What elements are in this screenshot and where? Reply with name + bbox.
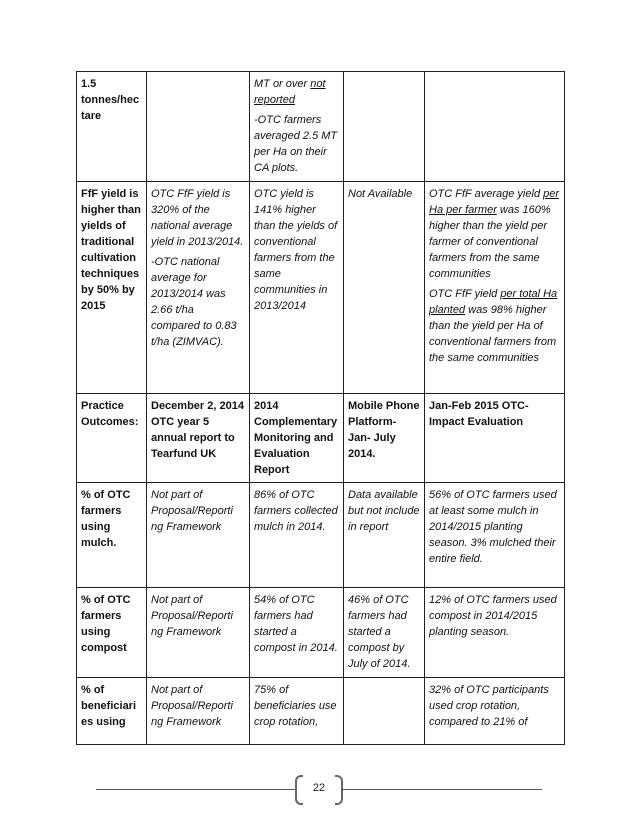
row-header-cell: [77, 394, 147, 483]
cell-text: 1.5 tonnes/hec tare: [81, 78, 140, 122]
cell-paragraph: [81, 398, 142, 430]
cell-text: % of beneficiari es using: [81, 684, 137, 728]
cell-paragraph: [151, 398, 245, 462]
table-cell: [250, 182, 344, 394]
underlined-text: not reported: [254, 78, 326, 106]
underlined-text: per total Ha planted: [429, 288, 558, 316]
cell-text: FfF yield is higher than yields of traditional cultivation techniques by 50% by 2015: [81, 188, 141, 312]
table-cell: [425, 72, 565, 182]
table-cell: [147, 394, 250, 483]
cell-text: was 160% higher than the yield per farmer of conventional farmers from the same communities: [429, 204, 551, 280]
table-cell: [425, 394, 565, 483]
row-header-cell: [77, 72, 147, 182]
cell-text: Jan-Feb 2015 OTC- Impact Evaluation: [429, 400, 529, 428]
cell-text: -OTC farmers averaged 2.5 MT per Ha on their CA plots.: [254, 114, 338, 174]
cell-paragraph: [81, 487, 142, 551]
cell-paragraph: [429, 487, 560, 567]
table-cell: [425, 182, 565, 394]
table-cell: [147, 182, 250, 394]
table-cell: [425, 588, 565, 678]
table-cell: [147, 483, 250, 588]
underlined-text: per Ha per farmer: [429, 188, 560, 216]
results-table-body: [77, 72, 565, 745]
table-cell: [250, 678, 344, 745]
cell-text: Mobile Phone Platform- Jan- July 2014.: [348, 400, 420, 460]
cell-paragraph: [81, 592, 142, 656]
table-row: [77, 588, 565, 678]
page-footer: [88, 775, 550, 803]
row-header-cell: [77, 678, 147, 745]
table-cell: [250, 394, 344, 483]
cell-text: Not part of Proposal/Reporti ng Framework: [151, 684, 233, 728]
cell-paragraph: [81, 682, 142, 730]
page-number: 22: [312, 782, 326, 794]
cell-paragraph: [429, 186, 560, 282]
footer-rule-right: [342, 789, 542, 790]
cell-text: OTC FfF average yield: [429, 188, 544, 200]
cell-text: % of OTC farmers using mulch.: [81, 489, 131, 549]
table-cell: [250, 72, 344, 182]
table-row: [77, 678, 565, 745]
cell-paragraph: [254, 592, 339, 656]
cell-paragraph: [348, 186, 420, 202]
cell-text: 46% of OTC farmers had started a compost by July of 2014.: [348, 594, 411, 670]
table-cell: [344, 182, 425, 394]
cell-text: Not part of Proposal/Reporti ng Framework: [151, 594, 233, 638]
cell-text: OTC FfF yield: [429, 288, 501, 300]
cell-text: OTC FfF yield is 320% of the national average yield in 2013/2014.: [151, 188, 244, 248]
table-row: [77, 72, 565, 182]
cell-text: Not part of Proposal/Reporti ng Framework: [151, 489, 233, 533]
table-cell: [344, 394, 425, 483]
row-header-cell: [77, 483, 147, 588]
table-cell: [147, 72, 250, 182]
footer-bracket-right: [335, 775, 343, 805]
cell-paragraph: [254, 398, 339, 478]
cell-paragraph: [254, 112, 339, 176]
cell-paragraph: [348, 487, 420, 535]
cell-text: 86% of OTC farmers collected mulch in 2014.: [254, 489, 338, 533]
cell-text: 56% of OTC farmers used at least some mulch in 2014/2015 planting season. 3% mulched their entire field.: [429, 489, 557, 565]
table-cell: [344, 588, 425, 678]
cell-paragraph: [254, 487, 339, 535]
cell-text: 54% of OTC farmers had started a compost in 2014.: [254, 594, 338, 654]
table-cell: [344, 483, 425, 588]
table-cell: [344, 678, 425, 745]
cell-paragraph: [348, 592, 420, 672]
cell-text: Data available but not include in report: [348, 489, 420, 533]
cell-text: Practice Outcomes:: [81, 400, 139, 428]
cell-paragraph: [151, 186, 245, 250]
cell-text: 32% of OTC participants used crop rotation, compared to 21% of: [429, 684, 549, 728]
cell-paragraph: [348, 398, 420, 462]
cell-paragraph: [151, 254, 245, 350]
table-cell: [147, 678, 250, 745]
cell-text: MT or over: [254, 78, 311, 90]
cell-paragraph: [254, 682, 339, 730]
cell-paragraph: [254, 186, 339, 314]
table-row: [77, 483, 565, 588]
cell-paragraph: [429, 398, 560, 430]
row-header-cell: [77, 588, 147, 678]
cell-text: was 98% higher than the yield per Ha of conventional farmers from the same communities: [429, 304, 557, 364]
cell-paragraph: [151, 592, 245, 640]
cell-paragraph: [81, 186, 142, 314]
table-cell: [425, 678, 565, 745]
cell-paragraph: [429, 286, 560, 366]
cell-text: OTC yield is 141% higher than the yields of conventional farmers from the same communities in 2013/2014: [254, 188, 338, 312]
cell-text: December 2, 2014 OTC year 5 annual report to Tearfund UK: [151, 400, 244, 460]
cell-paragraph: [429, 592, 560, 640]
cell-text: 75% of beneficiaries use crop rotation,: [254, 684, 337, 728]
table-cell: [250, 483, 344, 588]
cell-text: Not Available: [348, 188, 413, 200]
cell-paragraph: [151, 487, 245, 535]
cell-text: 2014 Complementary Monitoring and Evaluation Report: [254, 400, 338, 476]
table-cell: [344, 72, 425, 182]
table-cell: [250, 588, 344, 678]
row-header-cell: [77, 182, 147, 394]
table-cell: [147, 588, 250, 678]
cell-paragraph: [429, 682, 560, 730]
cell-paragraph: [81, 76, 142, 124]
cell-paragraph: [254, 76, 339, 108]
cell-text: -OTC national average for 2013/2014 was 2.66 t/ha compared to 0.83 t/ha (ZIMVAC).: [151, 256, 237, 348]
results-table: [76, 71, 565, 745]
cell-paragraph: [151, 682, 245, 730]
cell-text: % of OTC farmers using compost: [81, 594, 131, 654]
table-row: [77, 394, 565, 483]
table-row: [77, 182, 565, 394]
cell-text: 12% of OTC farmers used compost in 2014/2015 planting season.: [429, 594, 557, 638]
table-cell: [425, 483, 565, 588]
